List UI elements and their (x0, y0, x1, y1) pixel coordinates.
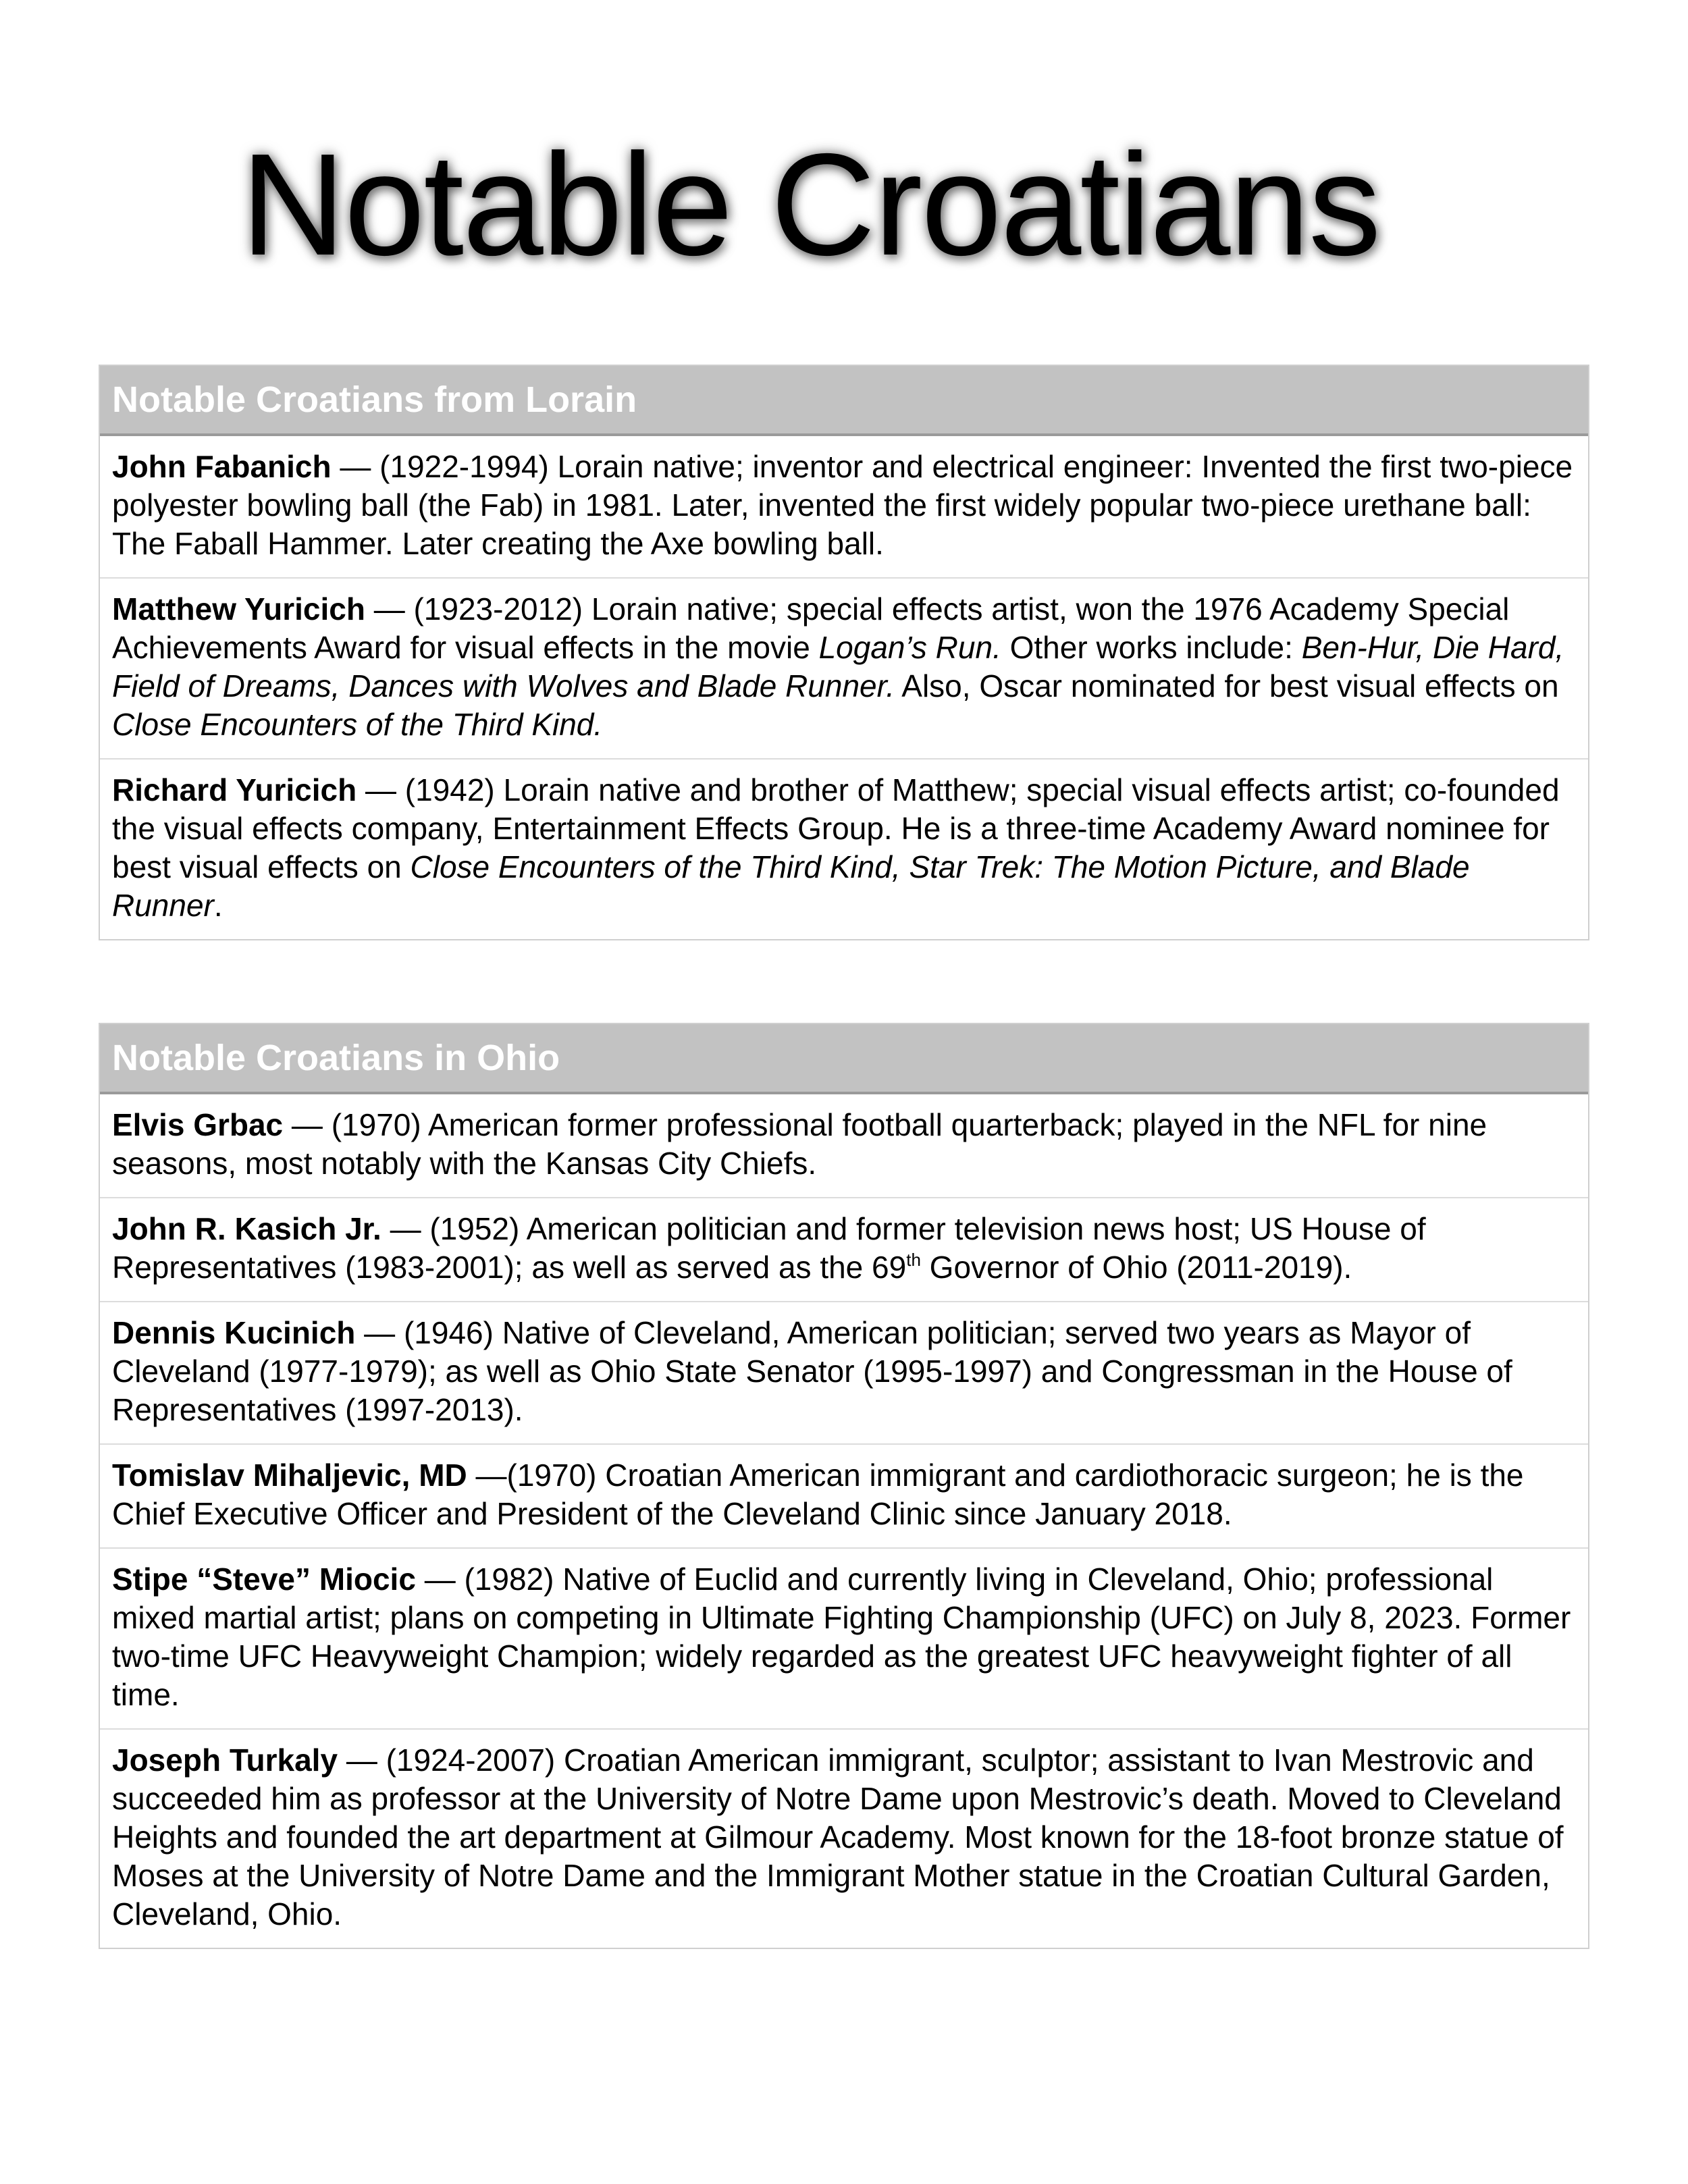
entry-dash: — (365, 591, 414, 627)
entry-dash: — (355, 1315, 404, 1350)
entry-text: (1970) Croatian American immigrant and cardiothoracic surgeon; he is the Chief Executive Officer and President of the Cleveland Clinic since January 2018. (112, 1458, 1524, 1531)
entry-name: Richard Yuricich (112, 772, 357, 807)
section-heading: Notable Croatians in Ohio (100, 1024, 1588, 1094)
entry-text: (1923-2012) Lorain native; special effects artist, won the 1976 Academy Special Achievements Award for visual effects in the movie (112, 591, 1510, 665)
entry-john-kasich (100, 1197, 1588, 1301)
entry-text: Governor of Ohio (2011-2019). (920, 1250, 1352, 1285)
entry-name: John Fabanich (112, 449, 332, 484)
entry-elvis-grbac (100, 1094, 1588, 1197)
entry-text: Other works include: (1001, 630, 1302, 665)
entry-name: Elvis Grbac (112, 1107, 284, 1142)
section-heading: Notable Croatians from Lorain (100, 366, 1588, 436)
entry-dash: — (415, 1562, 465, 1597)
entry-name: Joseph Turkaly (112, 1742, 338, 1778)
entry-name: Dennis Kucinich (112, 1315, 356, 1350)
entry-dash: — (357, 772, 405, 807)
entry-text: (1922-1994) Lorain native; inventor and electrical engineer: Invented the first two-piece polyester bowling ball (the Fab) in 1981. Later, invented the first widely popular two-piece urethane ball: The Faball Hammer. Later creating the Axe bowling ball. (112, 449, 1573, 561)
entry-italic: Ben-Hur, Die Hard, Field of Dreams, Dances with Wolves and Blade Runner. (112, 630, 1564, 703)
entry-text: (1946) Native of Cleveland, American politician; served two years as Mayor of Cleveland (1977-1979); as well as Ohio State Senator (1995-1997) and Congressman in the House of Representatives (1997-2013). (112, 1315, 1512, 1427)
page-title: Notable Croatians (240, 123, 1380, 286)
entry-matthew-yuricich (100, 577, 1588, 758)
entry-stipe-miocic (100, 1547, 1588, 1728)
entry-name: John R. Kasich Jr. (112, 1211, 381, 1246)
entry-richard-yuricich (100, 758, 1588, 939)
entry-tomislav-mihaljevic (100, 1443, 1588, 1547)
entry-text: (1924-2007) Croatian American immigrant, sculptor; assistant to Ivan Mestrovic and succeeded him as professor at the University of Notre Dame upon Mestrovic’s death. Moved to Cleveland Heights and founded the art department at Gilmour Academy. Most known for the 18-foot bronze statue of Moses at the University of Notre Dame and the Immigrant Mother statue in the Croatian Cultural Garden, Cleveland, Ohio. (112, 1742, 1564, 1932)
entry-italic: Logan’s Run. (818, 630, 1001, 665)
entry-text: (1982) Native of Euclid and currently living in Cleveland, Ohio; professional mixed martial artist; plans on competing in Ultimate Fighting Championship (UFC) on July 8, 2023. Former two-time UFC Heavyweight Champion; widely regarded as the greatest UFC heavyweight fighter of all time. (112, 1562, 1571, 1712)
entry-name: Tomislav Mihaljevic, MD (112, 1458, 467, 1493)
section-ohio (99, 1023, 1589, 1949)
entry-text: Also, Oscar nominated for best visual effects on (895, 668, 1559, 703)
entry-dash: — (467, 1458, 507, 1493)
entry-dash: — (381, 1211, 430, 1246)
entry-joseph-turkaly (100, 1728, 1588, 1948)
entry-text: (1970) American former professional football quarterback; played in the NFL for nine seasons, most notably with the Kansas City Chiefs. (112, 1107, 1487, 1181)
entry-name: Stipe “Steve” Miocic (112, 1562, 416, 1597)
entry-dash: — (331, 449, 380, 484)
section-lorain (99, 365, 1589, 940)
entry-dash: — (338, 1742, 386, 1778)
entry-name: Matthew Yuricich (112, 591, 365, 627)
entry-text: (1952) American politician and former television news host; US House of Representatives (1983-2001); as well as served as the 69 (112, 1211, 1426, 1285)
entry-text: (1942) Lorain native and brother of Matthew; special visual effects artist; co-founded the visual effects company, Entertainment Effects Group. He is a three-time Academy Award nominee for best visual effects on (112, 772, 1560, 884)
entry-italic: Close Encounters of the Third Kind, Star Trek: The Motion Picture, and Blade Runner (112, 849, 1470, 923)
entry-dennis-kucinich (100, 1301, 1588, 1443)
entry-john-fabanich (100, 436, 1588, 577)
entry-dash: — (283, 1107, 332, 1142)
entry-text: . (213, 888, 223, 923)
entry-italic: Close Encounters of the Third Kind. (112, 707, 603, 742)
ordinal-suffix: th (906, 1250, 921, 1270)
